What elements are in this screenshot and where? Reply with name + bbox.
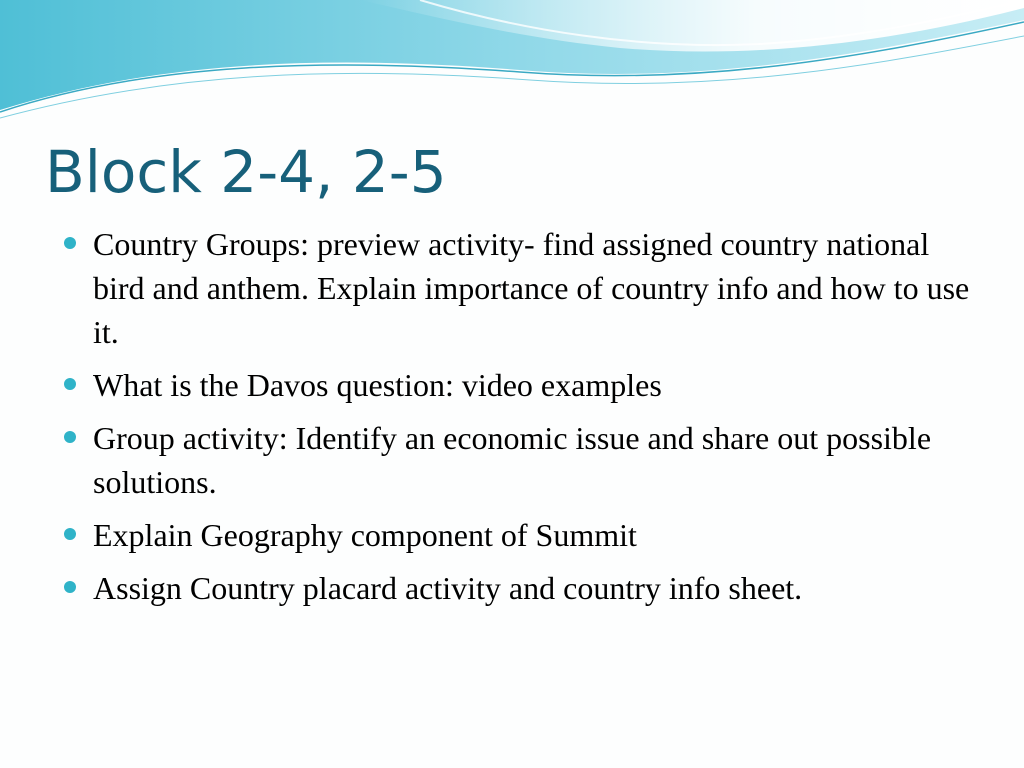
bullet-text: Explain Geography component of Summit [93, 517, 637, 553]
bullet-item [62, 416, 982, 504]
bullet-dot-icon [64, 581, 76, 593]
bullet-dot-icon [64, 528, 76, 540]
bullet-item [62, 363, 982, 407]
bullet-item [62, 566, 982, 610]
bullet-item [62, 222, 982, 354]
header-wave-decoration [0, 0, 1024, 130]
bullet-text: Group activity: Identify an economic issue and share out possible solutions. [93, 420, 932, 500]
slide-title: Block 2-4, 2-5 [45, 138, 447, 206]
bullet-list [62, 222, 982, 619]
bullet-dot-icon [64, 378, 76, 390]
bullet-text: What is the Davos question: video examples [93, 367, 662, 403]
bullet-text: Assign Country placard activity and country info sheet. [93, 570, 803, 606]
bullet-dot-icon [64, 431, 76, 443]
bullet-dot-icon [64, 237, 76, 249]
bullet-text: Country Groups: preview activity- find assigned country national bird and anthem. Explain importance of country info and how to use it. [93, 226, 970, 350]
bullet-item [62, 513, 982, 557]
